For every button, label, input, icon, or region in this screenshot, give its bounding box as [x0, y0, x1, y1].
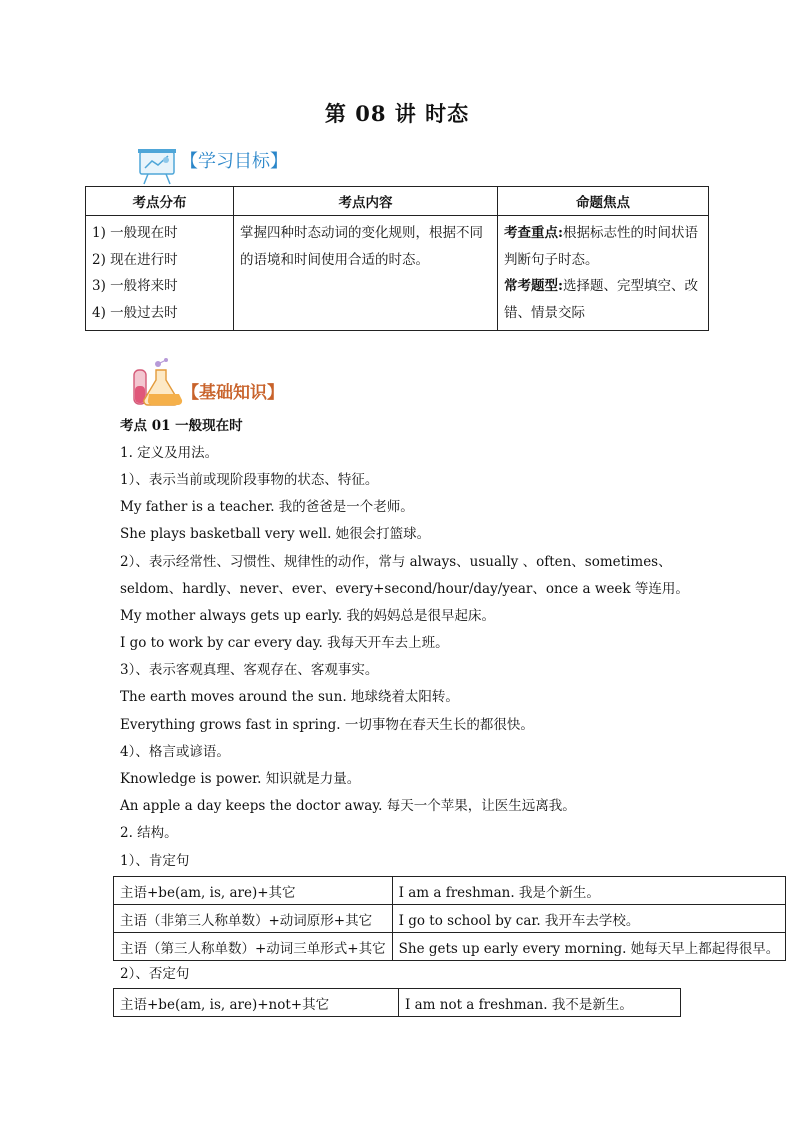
example-line: An apple a day keeps the doctor away. 每天一个苹果，让医生远离我。 — [120, 798, 576, 814]
presentation-board-icon — [136, 146, 180, 186]
text-line: 2）、否定句 — [120, 966, 190, 982]
table-row — [114, 989, 681, 1017]
structure-cell: 主语（非第三人称单数）+动词原形+其它 — [114, 905, 393, 933]
text-line: 1）、表示当前或现阶段事物的状态、特征。 — [120, 472, 379, 488]
objectives-table — [85, 186, 709, 331]
table-row — [114, 905, 786, 933]
point-item: 4) 一般过去时 — [92, 304, 178, 321]
example-cell: I am not a freshman. 我不是新生。 — [399, 989, 681, 1017]
structure-cell: 主语（第三人称单数）+动词三单形式+其它 — [114, 933, 393, 961]
example-cell: I am a freshman. 我是个新生。 — [392, 877, 786, 905]
points-cell — [86, 216, 234, 331]
focus-key-text: 根据标志性的时间状语判断句子时态。 — [504, 225, 698, 268]
section-heading: 考点 01 一般现在时 — [120, 418, 243, 434]
focus-key-label: 考查重点: — [504, 225, 563, 241]
basic-knowledge-heading: 【基础知识】 — [182, 383, 284, 403]
example-line: The earth moves around the sun. 地球绕着太阳转。 — [120, 689, 459, 705]
table-row — [86, 216, 709, 331]
flask-icon — [128, 356, 184, 408]
affirmative-table — [113, 876, 786, 961]
point-item: 1) 一般现在时 — [92, 225, 178, 241]
example-line: Everything grows fast in spring. 一切事物在春天生长的都很快。 — [120, 717, 534, 733]
page-title: 第 08 讲 时态 — [324, 101, 470, 126]
text-line: seldom、hardly、never、ever、every+second/hour/day/year、once a week 等连用。 — [120, 581, 689, 597]
text-line: 2. 结构。 — [120, 825, 178, 841]
example-line: Knowledge is power. 知识就是力量。 — [120, 771, 361, 787]
table-header-row — [86, 187, 709, 216]
point-item: 3) 一般将来时 — [92, 278, 178, 294]
table-row — [114, 877, 786, 905]
text-line: 4）、格言或谚语。 — [120, 744, 230, 760]
negative-table — [113, 988, 681, 1017]
focus-cell — [498, 216, 709, 331]
example-line: My mother always gets up early. 我的妈妈总是很早起床。 — [120, 608, 495, 624]
focus-type-label: 常考题型: — [504, 278, 563, 294]
example-line: She plays basketball very well. 她很会打篮球。 — [120, 526, 431, 542]
structure-cell: 主语+be(am, is, are)+其它 — [114, 877, 393, 905]
point-item: 2) 现在进行时 — [92, 251, 178, 268]
learning-objectives-heading: 【学习目标】 — [180, 151, 288, 172]
text-line: 3）、表示客观真理、客观存在、客观事实。 — [120, 662, 379, 678]
example-cell: She gets up early every morning. 她每天早上都起得很早。 — [392, 933, 786, 961]
header-content: 考点内容 — [234, 187, 498, 216]
header-focus: 命题焦点 — [498, 187, 709, 216]
example-cell: I go to school by car. 我开车去学校。 — [392, 905, 786, 933]
table-row — [114, 933, 786, 961]
text-line: 1）、肯定句 — [120, 853, 190, 869]
text-line: 1. 定义及用法。 — [120, 445, 219, 461]
header-points: 考点分布 — [86, 187, 234, 216]
example-line: My father is a teacher. 我的爸爸是一个老师。 — [120, 499, 414, 515]
focus-type-text: 选择题、完型填空、改错、情景交际 — [504, 278, 698, 321]
example-line: I go to work by car every day. 我每天开车去上班。 — [120, 635, 449, 651]
structure-cell: 主语+be(am, is, are)+not+其它 — [114, 989, 399, 1017]
text-line: 2）、表示经常性、习惯性、规律性的动作，常与 always、usually 、often、sometimes、 — [120, 554, 672, 570]
content-cell: 掌握四种时态动词的变化规则，根据不同的语境和时间使用合适的时态。 — [234, 216, 498, 331]
